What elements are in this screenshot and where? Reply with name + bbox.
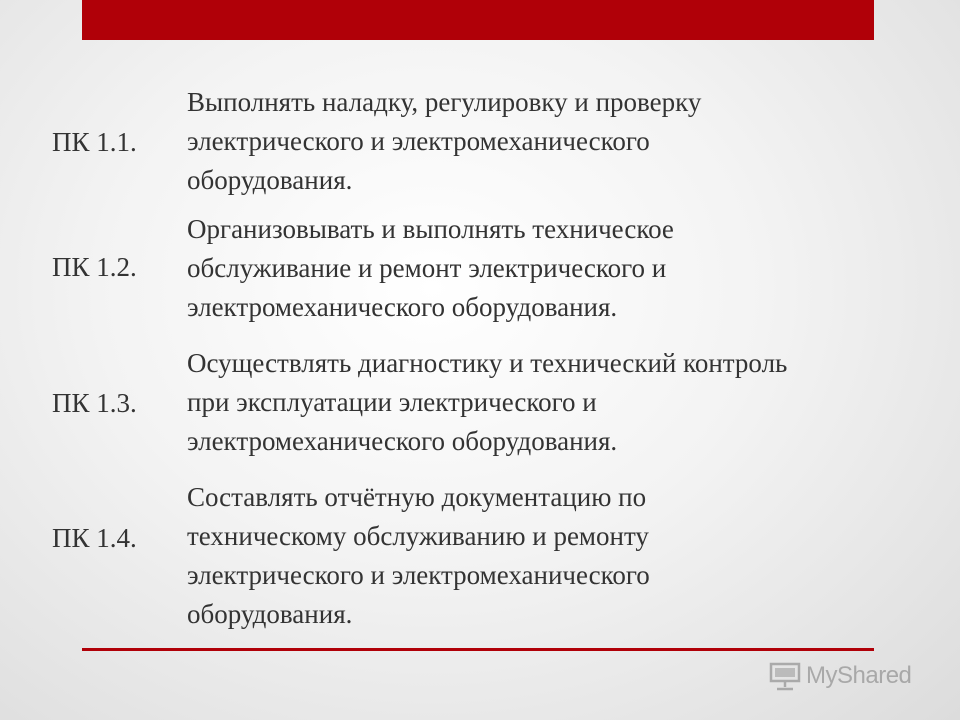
watermark-text: MyShared (806, 662, 912, 689)
description-line: электрического и электромеханического (187, 126, 650, 156)
description-line: при эксплуатации электрического и (187, 387, 597, 417)
competency-description (187, 478, 927, 634)
description-line: электрического и электромеханического (187, 560, 650, 590)
description-line: техническому обслуживанию и ремонту (187, 521, 649, 551)
description-line: Составлять отчётную документацию по (187, 482, 647, 512)
myshared-watermark (768, 656, 911, 696)
competency-code: ПК 1.1. (52, 127, 137, 157)
competency-code: ПК 1.3. (52, 388, 137, 418)
competency-code: ПК 1.4. (52, 523, 137, 553)
description-line: оборудования. (187, 165, 353, 195)
presentation-board-icon (768, 661, 802, 691)
competency-description (187, 344, 927, 461)
description-line: обслуживание и ремонт электрического и (187, 253, 667, 283)
description-line: Выполнять наладку, регулировку и проверку (187, 87, 702, 117)
competency-description (187, 210, 927, 327)
description-line: Осуществлять диагностику и технический контроль (187, 348, 788, 378)
description-line: электромеханического оборудования. (187, 292, 618, 322)
description-line: оборудования. (187, 599, 353, 629)
bottom-accent-line (82, 648, 874, 651)
competency-description (187, 83, 927, 200)
top-accent-bar (82, 0, 874, 40)
description-line: Организовывать и выполнять техническое (187, 214, 674, 244)
description-line: электромеханического оборудования. (187, 426, 618, 456)
competency-code: ПК 1.2. (52, 252, 137, 282)
